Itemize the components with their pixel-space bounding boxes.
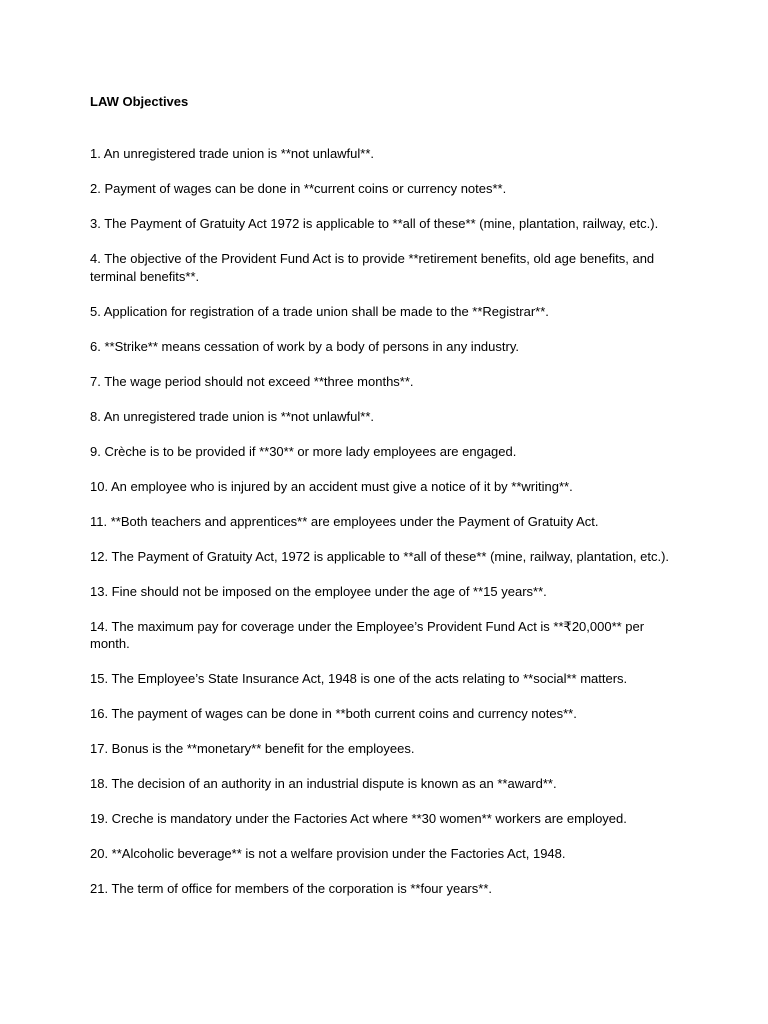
list-item: 2. Payment of wages can be done in **current coins or currency notes**. [90, 181, 507, 196]
objectives-list [90, 145, 680, 915]
list-item: 16. The payment of wages can be done in **both current coins and currency notes**. [90, 706, 577, 721]
list-item: 21. The term of office for members of the corporation is **four years**. [90, 881, 492, 896]
list-item: 19. Creche is mandatory under the Factories Act where **30 women** workers are employed. [90, 811, 627, 826]
list-item: 12. The Payment of Gratuity Act, 1972 is applicable to **all of these** (mine, railway, plantation, etc.). [90, 548, 670, 564]
list-item: 7. The wage period should not exceed **three months**. [90, 373, 414, 389]
document-title: LAW Objectives [90, 94, 189, 109]
list-item: 20. **Alcoholic beverage** is not a welfare provision under the Factories Act, 1948. [90, 846, 566, 861]
list-item: 4. The objective of the Provident Fund Act is to provide **retirement benefits, old age benefits, and terminal benefits**. [90, 251, 655, 284]
list-item: 5. Application for registration of a trade union shall be made to the **Registrar**. [90, 303, 549, 319]
list-item: 8. An unregistered trade union is **not unlawful**. [90, 408, 375, 424]
list-item: 17. Bonus is the **monetary** benefit for the employees. [90, 741, 415, 756]
list-item: 11. **Both teachers and apprentices** are employees under the Payment of Gratuity Act. [90, 513, 599, 529]
list-item: 18. The decision of an authority in an industrial dispute is known as an **award**. [90, 776, 557, 791]
list-item: 9. Crèche is to be provided if **30** or more lady employees are engaged. [90, 443, 517, 459]
list-item: 15. The Employee’s State Insurance Act, 1948 is one of the acts relating to **social** matters. [90, 671, 628, 686]
list-item: 13. Fine should not be imposed on the employee under the age of **15 years**. [90, 583, 547, 599]
list-item: 1. An unregistered trade union is **not unlawful**. [90, 146, 375, 161]
list-item: 14. The maximum pay for coverage under the Employee’s Provident Fund Act is **₹20,000** per month. [90, 618, 645, 651]
list-item: 3. The Payment of Gratuity Act 1972 is applicable to **all of these** (mine, plantation, railway, etc.). [90, 216, 659, 231]
list-item: 6. **Strike** means cessation of work by a body of persons in any industry. [90, 338, 519, 354]
list-item: 10. An employee who is injured by an accident must give a notice of it by **writing**. [90, 478, 573, 494]
